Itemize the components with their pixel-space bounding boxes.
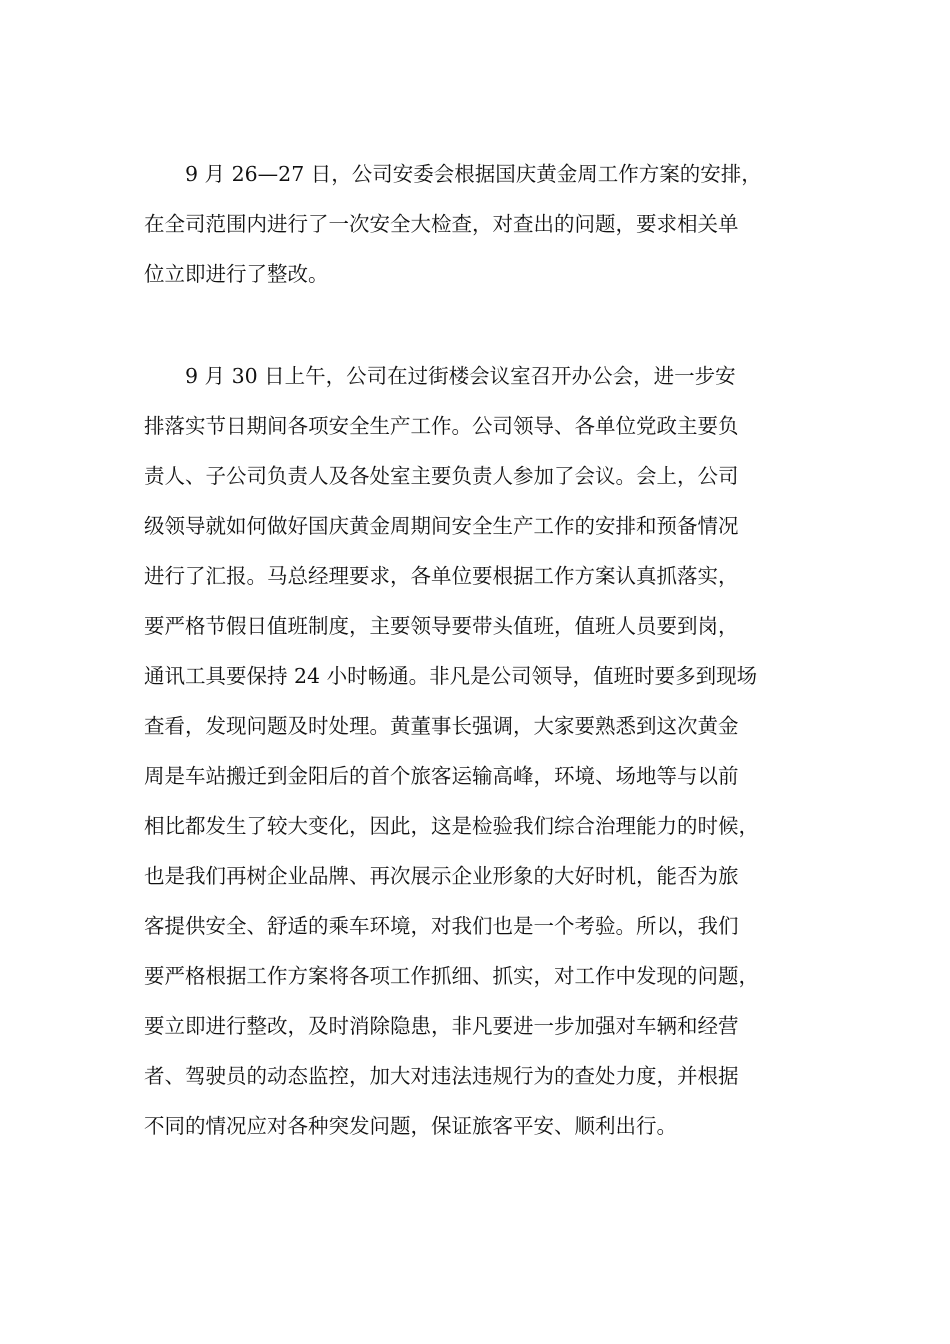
- text-line: 进行了汇报。马总经理要求，各单位要根据工作方案认真抓落实，: [144, 564, 739, 588]
- text-line: 要严格节假日值班制度，主要领导要带头值班，值班人员要到岗，: [144, 614, 739, 638]
- text-line: 9 月 26—27 日，公司安委会根据国庆黄金周工作方案的安排，: [144, 162, 762, 186]
- text-line: 9 月 30 日上午，公司在过街楼会议室召开办公会，进一步安: [144, 364, 736, 388]
- text-line: 不同的情况应对各种突发问题，保证旅客平安、顺利出行。: [144, 1114, 677, 1138]
- text-line: 周是车站搬迁到金阳后的首个旅客运输高峰，环境、场地等与以前: [144, 764, 739, 788]
- text-line: 级领导就如何做好国庆黄金周期间安全生产工作的安排和预备情况: [144, 514, 739, 538]
- text-line: 在全司范围内进行了一次安全大检查，对查出的问题，要求相关单: [144, 212, 739, 236]
- text-line: 责人、子公司负责人及各处室主要负责人参加了会议。会上，公司: [144, 464, 739, 488]
- text-line: 也是我们再树企业品牌、再次展示企业形象的大好时机，能否为旅: [144, 864, 739, 888]
- text-line: 要立即进行整改，及时消除隐患，非凡要进一步加强对车辆和经营: [144, 1014, 739, 1038]
- text-line: 相比都发生了较大变化，因此，这是检验我们综合治理能力的时候，: [144, 814, 759, 838]
- text-line: 排落实节日期间各项安全生产工作。公司领导、各单位党政主要负: [144, 414, 739, 438]
- text-line: 客提供安全、舒适的乘车环境，对我们也是一个考验。所以，我们: [144, 914, 739, 938]
- text-line: 查看，发现问题及时处理。黄董事长强调，大家要熟悉到这次黄金: [144, 714, 739, 738]
- text-line: 要严格根据工作方案将各项工作抓细、抓实，对工作中发现的问题，: [144, 964, 759, 988]
- text-line: 者、驾驶员的动态监控，加大对违法违规行为的查处力度，并根据: [144, 1064, 739, 1088]
- text-line: 位立即进行了整改。: [144, 262, 329, 286]
- text-line: 通讯工具要保持 24 小时畅通。非凡是公司领导，值班时要多到现场: [144, 664, 758, 688]
